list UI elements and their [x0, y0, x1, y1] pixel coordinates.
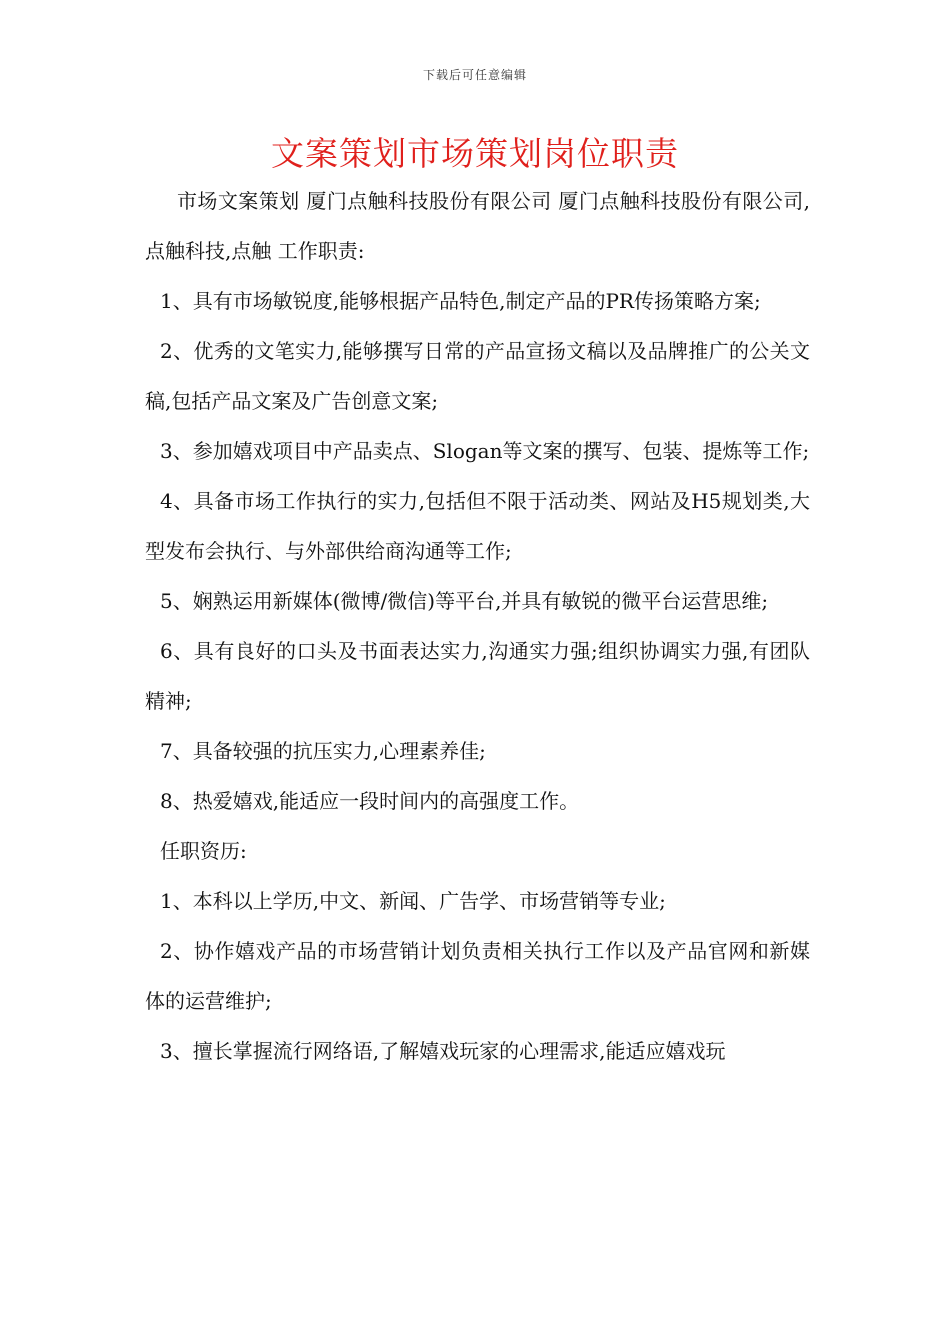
qualification-item-2: 2、协作嬉戏产品的市场营销计划负责相关执行工作以及产品官网和新媒体的运营维护;	[145, 939, 810, 1013]
header-note: 下载后可任意编辑	[422, 68, 527, 82]
duty-item-1: 1、具有市场敏锐度,能够根据产品特色,制定产品的PR传扬策略方案;	[160, 289, 761, 313]
duty-item-8: 8、热爱嬉戏,能适应一段时间内的高强度工作。	[160, 789, 580, 813]
intro-paragraph: 市场文案策划 厦门点触科技股份有限公司 厦门点触科技股份有限公司,点触科技,点触 工作职责:	[145, 189, 810, 263]
document-body	[145, 176, 810, 1076]
duty-item-4: 4、具备市场工作执行的实力,包括但不限于活动类、网站及H5规划类,大型发布会执行、与外部供给商沟通等工作;	[145, 489, 810, 563]
duty-item-3: 3、参加嬉戏项目中产品卖点、Slogan等文案的撰写、包装、提炼等工作;	[160, 439, 810, 463]
duty-item-7: 7、具备较强的抗压实力,心理素养佳;	[160, 739, 486, 763]
duty-item-5: 5、娴熟运用新媒体(微博/微信)等平台,并具有敏锐的微平台运营思维;	[160, 589, 769, 613]
document-title: 文案策划市场策划岗位职责	[271, 134, 679, 173]
duty-item-6: 6、具有良好的口头及书面表达实力,沟通实力强;组织协调实力强,有团队精神;	[145, 639, 810, 713]
qualification-item-3: 3、擅长掌握流行网络语,了解嬉戏玩家的心理需求,能适应嬉戏玩	[160, 1039, 726, 1063]
qualifications-heading: 任职资历:	[160, 839, 247, 863]
qualification-item-1: 1、本科以上学历,中文、新闻、广告学、市场营销等专业;	[160, 889, 666, 913]
duty-item-2: 2、优秀的文笔实力,能够撰写日常的产品宣扬文稿以及品牌推广的公关文稿,包括产品文案及广告创意文案;	[145, 339, 810, 413]
